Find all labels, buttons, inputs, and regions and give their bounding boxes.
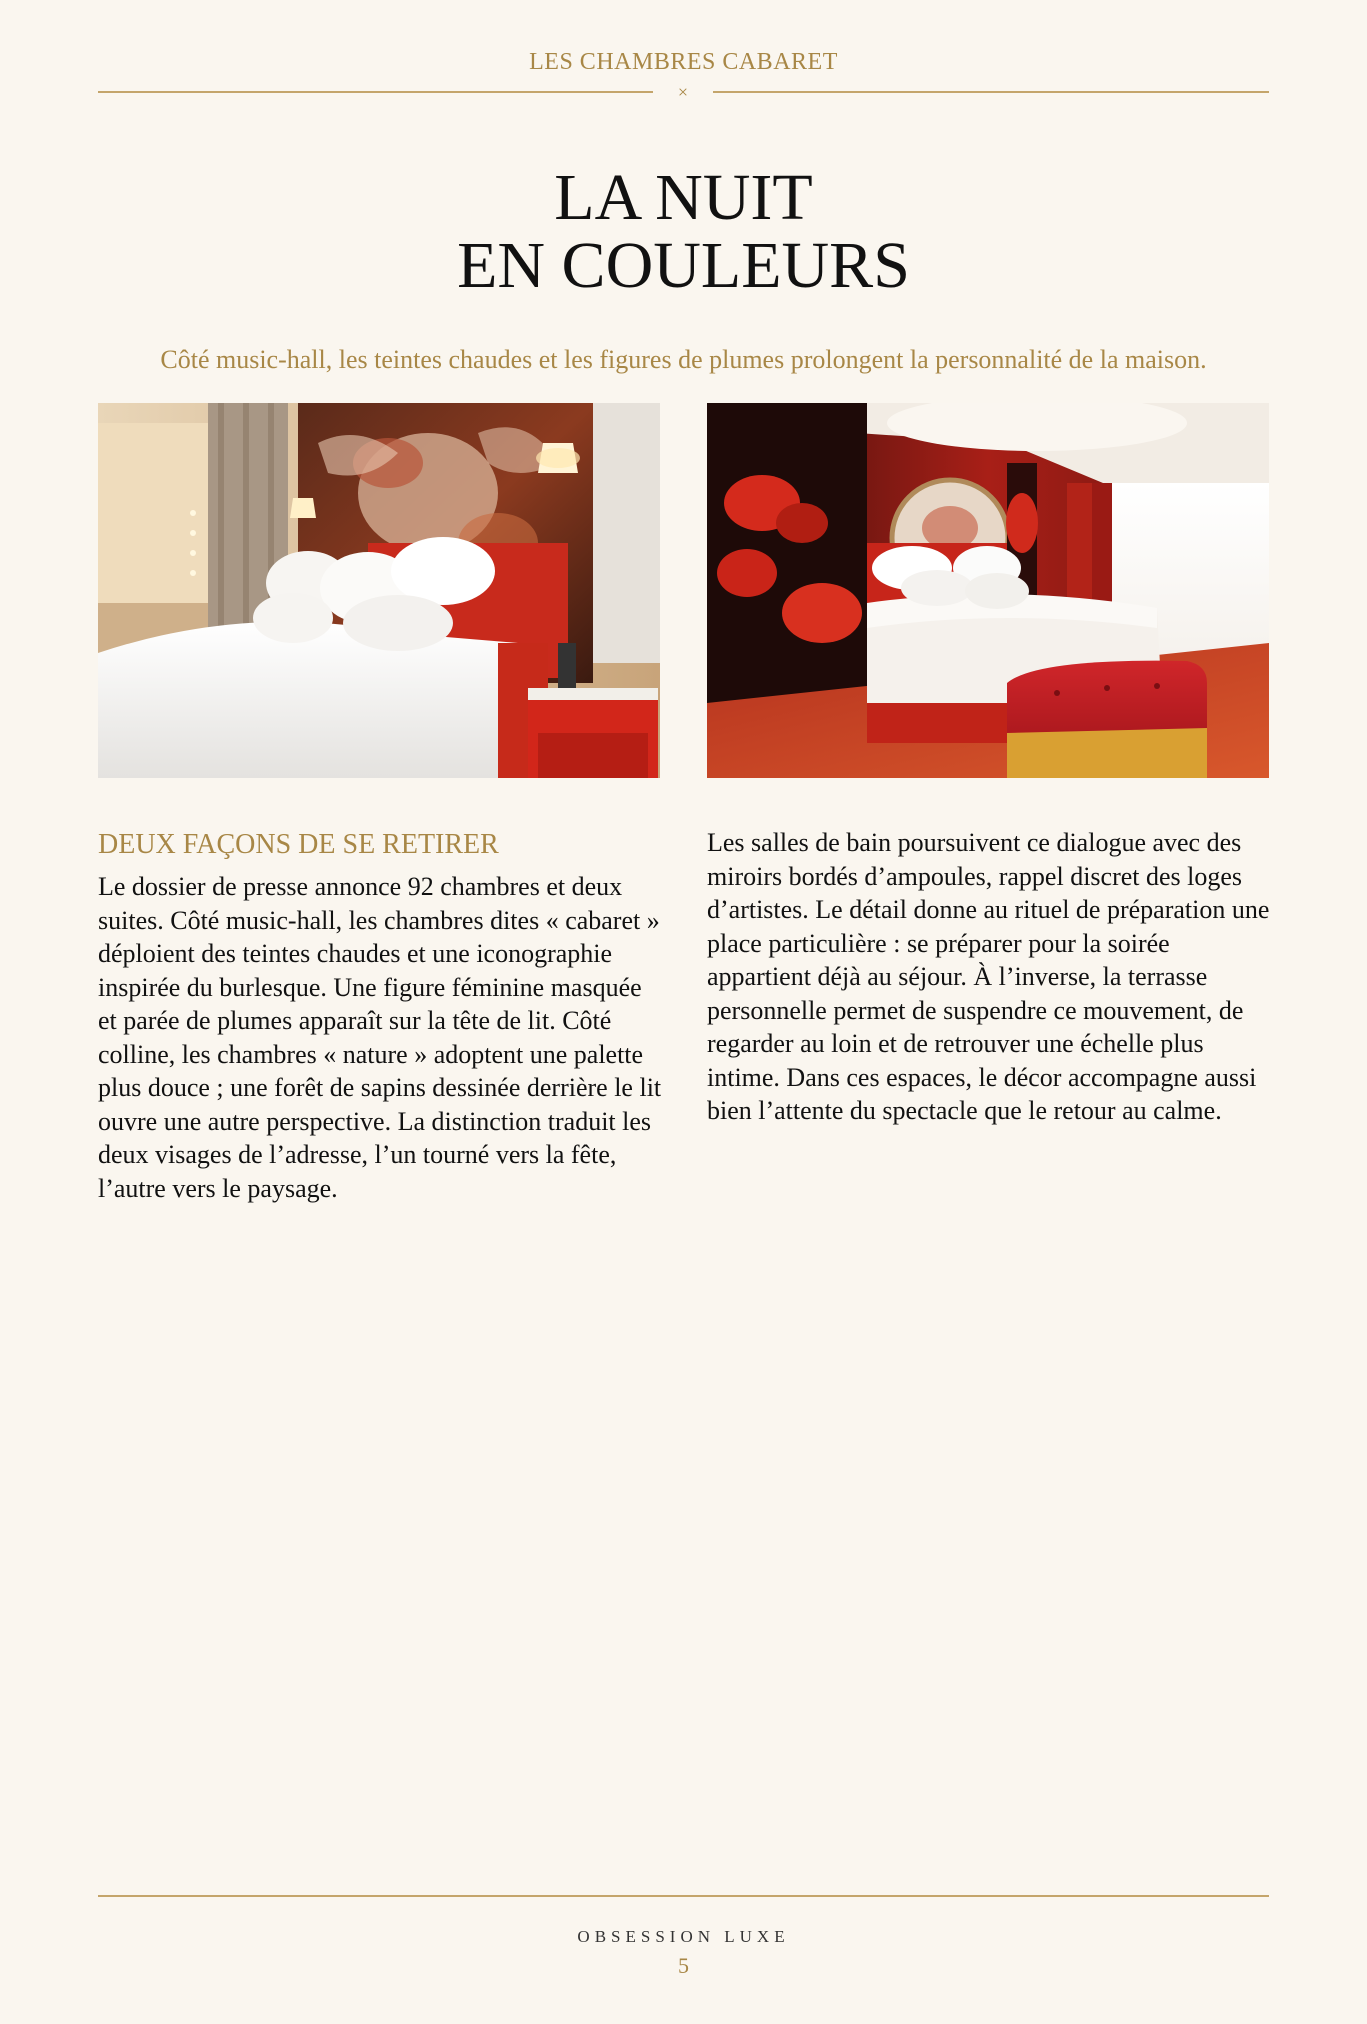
bedroom-image (98, 403, 660, 778)
left-column (98, 826, 662, 1205)
page-title (98, 161, 1269, 302)
subtitle: Côté music-hall, les teintes chaudes et les figures de plumes prolongent la personnalité de la maison. (160, 345, 1207, 374)
footer-rule (98, 1895, 1269, 1897)
left-body-text: Le dossier de presse annonce 92 chambres et deux suites. Côté music-hall, les chambres dites « cabaret » déploient des teintes chaudes et une iconographie inspirée du burlesque. Une figure féminine masquée et parée de plumes apparaît sur la tête de lit. Côté colline, les chambres « nature » adoptent une palette plus douce ; une forêt de sapins dessinée derrière le lit ouvre une autre perspective. La distinction traduit les deux visages de l’adresse, l’un tourné vers la fête, l’autre vers le paysage. (98, 872, 662, 1203)
ornament-icon: × (677, 82, 689, 102)
bedroom-image (707, 403, 1269, 778)
right-body-text: Les salles de bain poursuivent ce dialogue avec des miroirs bordés d’ampoules, rappel discret des loges d’artistes. Le détail donne au rituel de préparation une place particulière : se préparer pour la soirée appartient déjà au séjour. À l’inverse, la terrasse personnelle permet de suspendre ce mouvement, de regarder au loin et de retrouver une échelle plus intime. Dans ces espaces, le décor accompagne aussi bien l’attente du spectacle que le retour au calme. (707, 828, 1270, 1125)
title-line-1: LA NUIT (554, 161, 813, 234)
running-header (98, 44, 1269, 80)
header-rule-left (98, 91, 653, 93)
cabaret-room-photo-1 (98, 403, 660, 778)
cabaret-room-photo-2 (707, 403, 1269, 778)
header-rule-right (713, 91, 1269, 93)
right-column (707, 826, 1271, 1128)
section-label: LES CHAMBRES CABARET (529, 49, 838, 75)
section-heading: DEUX FAÇONS DE SE RETIRER (98, 829, 499, 860)
footer-brand: OBSESSION LUXE (577, 1927, 790, 1946)
page-number: 5 (678, 1953, 689, 1978)
title-line-2: EN COULEURS (457, 229, 910, 302)
